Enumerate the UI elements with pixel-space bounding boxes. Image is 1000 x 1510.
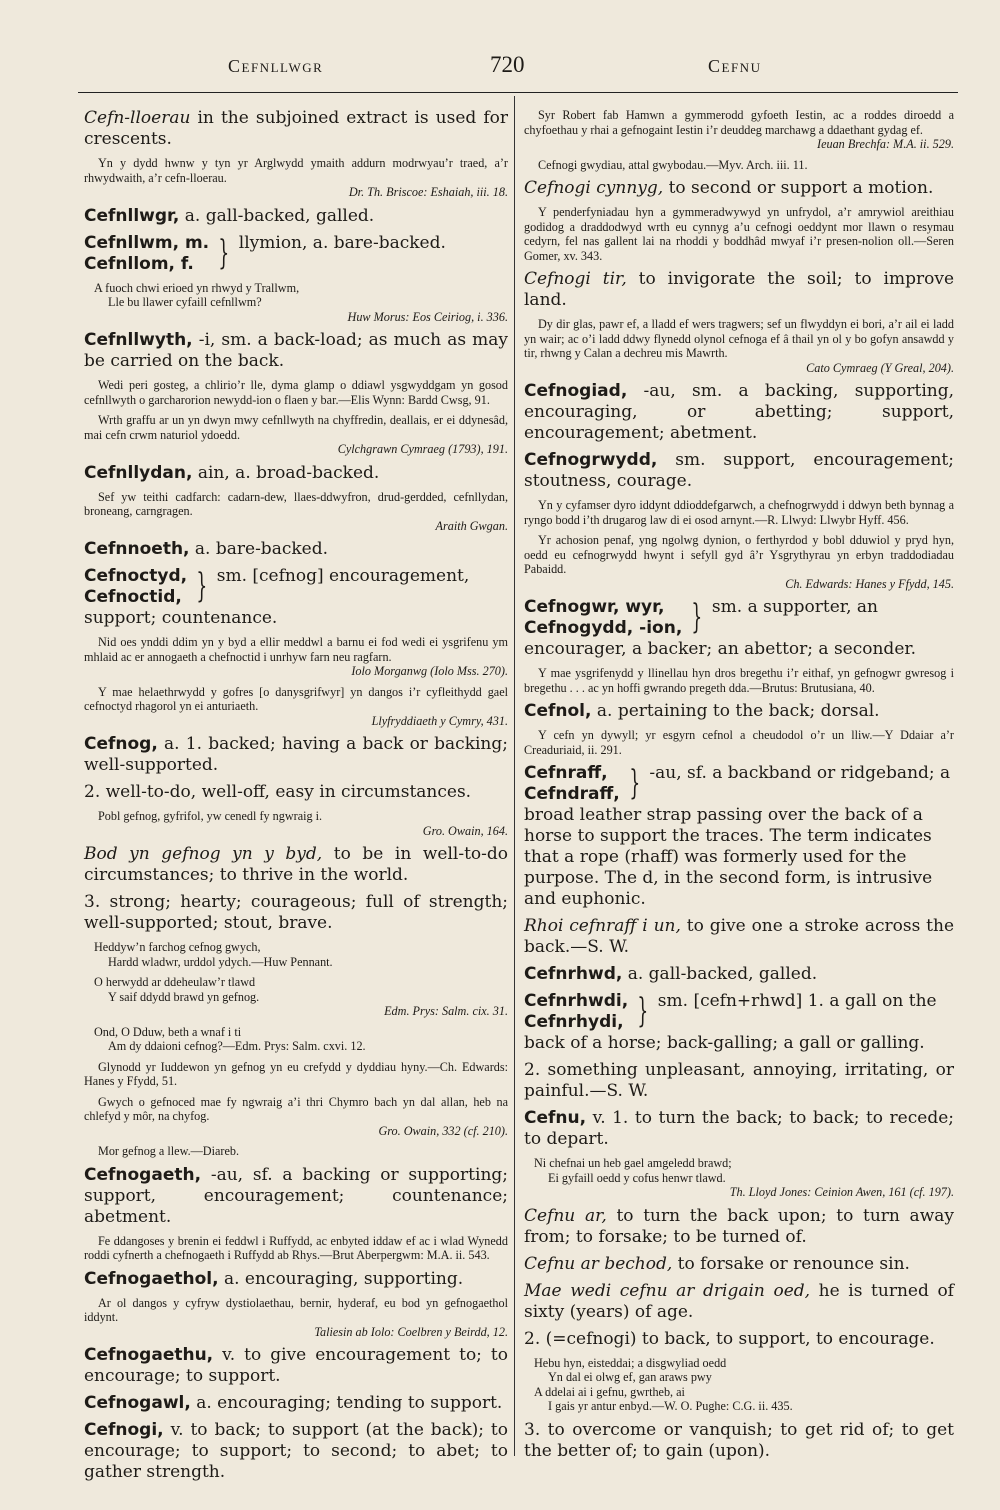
quote-text: Pobl gefnog, gyfrifol, yw cenedl fy ngwraig i. xyxy=(98,809,323,823)
headword: Cefnogydd, -ion, xyxy=(524,618,683,638)
quote-source: Cylchgrawn Cymraeg (1793), 191. xyxy=(337,442,508,456)
phrase-entry xyxy=(84,844,508,886)
dictionary-entry xyxy=(84,1165,508,1228)
headword: Cefnogiad, xyxy=(524,381,628,401)
quote-source: Taliesin ab Iolo: Coelbren y Beirdd, 12. xyxy=(314,1324,508,1339)
dictionary-entry xyxy=(84,1269,508,1290)
quote-text: Sef yw teithi cadfarch: cadarn-dew, llaes-ddwyfron, drud-gerdded, cefnllydan, broneang, carngragen. xyxy=(84,489,508,518)
phrase: Rhoi cefnraff i un, xyxy=(524,916,681,936)
verse-line: O herwydd ar ddeheulaw’r tlawd xyxy=(94,975,256,989)
running-head-right: Cefnu xyxy=(708,56,762,76)
headword-pair xyxy=(84,233,209,275)
quote-source: Ch. Edwards: Hanes y Ffydd, 145. xyxy=(785,576,954,591)
dictionary-entry xyxy=(84,1393,508,1414)
headword: Cefnrhwdi, xyxy=(524,991,629,1011)
verse-line: Hardd wladwr, urddol ydych.—Huw Pennant. xyxy=(108,954,333,969)
definition: v. to back; to support (at the back); to encourage; to support; to second; to abet; to gather strength. xyxy=(84,1420,508,1482)
definition: ain, a. broad-backed. xyxy=(192,462,380,483)
phrase-definition: to forsake or renounce sin. xyxy=(672,1253,910,1274)
definition: a. encouraging; tending to support. xyxy=(190,1393,503,1413)
dictionary-entry xyxy=(84,330,508,372)
verse-quote xyxy=(84,281,508,325)
dictionary-entry xyxy=(84,1345,508,1387)
definition: a. gall-backed, galled. xyxy=(622,964,818,984)
paired-entry xyxy=(84,233,508,275)
phrase-entry xyxy=(524,1206,954,1248)
phrase-entry xyxy=(524,269,954,311)
headword: Cefnllom, f. xyxy=(84,253,194,274)
headword: Cefnol, xyxy=(524,701,592,721)
headword: Cefnoctyd, xyxy=(84,566,188,586)
verse-quote xyxy=(84,975,508,1019)
running-head-left: Cefnllwgr xyxy=(228,56,324,76)
page-header xyxy=(0,52,1000,86)
verse-quote xyxy=(84,940,508,969)
definition: v. 1. to turn the back; to back; to recede; to depart. xyxy=(524,1108,954,1149)
phrase-definition: to give one a stroke across the back.—S. W. xyxy=(524,916,955,957)
quote-text: Glynodd yr Iuddewon yn gefnog yn eu crefydd y dyddiau hyny.—Ch. Edwards: Hanes y Ffydd, 51. xyxy=(84,1059,508,1088)
citation-quote xyxy=(84,685,508,729)
citation-quote xyxy=(84,490,508,534)
headword-pair xyxy=(84,566,187,608)
headword: Cefnllwm, m. xyxy=(84,232,210,253)
verse-line: Am dy ddaioni cefnog?—Edm. Prys: Salm. cxvi. 12. xyxy=(108,1039,366,1053)
quote-text: Y mae helaethrwydd y gofres [o danysgrifwyr] yn dangos i’r cyfleithydd gael cefnoctyd rhagorol yn ei anturiaeth. xyxy=(84,684,508,713)
definition: -au, sm. a backing, supporting, encouraging, or abetting; support, encouragement; abetment. xyxy=(524,381,954,443)
phrase-definition: to second or support a motion. xyxy=(663,178,934,198)
headword-pair xyxy=(524,991,628,1033)
definition: llymion, a. bare-backed. xyxy=(238,232,446,253)
verse-quote xyxy=(524,1356,954,1414)
citation-quote xyxy=(84,413,508,457)
sense-entry: 2. something unpleasant, annoying, irritating, or painful.—S. W. xyxy=(524,1060,954,1101)
citation-quote xyxy=(84,156,508,200)
verse-line: Y saif ddydd brawd yn gefnog. xyxy=(108,989,260,1004)
phrase-entry xyxy=(524,1281,954,1323)
dictionary-entry xyxy=(84,206,508,227)
phrase-definition: to turn the back upon; to turn away from; to forsake; to be turned of. xyxy=(524,1205,954,1247)
verse-line: Ei gyfaill oedd y cofus henwr tlawd. xyxy=(548,1170,726,1185)
headword: Cefnogwr, wyr, xyxy=(524,597,665,617)
right-column xyxy=(524,108,954,1468)
dictionary-entry xyxy=(524,964,954,985)
phrase: Cefnogi cynnyg, xyxy=(524,178,664,198)
quote-text: Gwych o gefnoced mae fy ngwraig a’i thri Chymro bach yn dal allan, heb na chlefyd y môr, na chyfog. xyxy=(84,1094,508,1123)
citation-quote xyxy=(84,1060,508,1089)
headword: Cefnu, xyxy=(524,1108,587,1128)
definition: a. encouraging, supporting. xyxy=(218,1268,464,1289)
sense-entry: 2. well-to-do, well-off, easy in circumstances. xyxy=(84,782,472,802)
citation-quote xyxy=(84,378,508,407)
verse-line: Hebu hyn, eisteddai; a disgwyliad oedd xyxy=(534,1355,727,1370)
quote-text: Yr achosion penaf, yng ngolwg dynion, o ferthyrdod y bobl dduwiol y pryd hyn, oedd eu cefnogrwydd hwynt i sefyll gyd â’r Ysgrythyrau yn erbyn traddodiadau Pabaidd. xyxy=(524,533,954,576)
dictionary-entry xyxy=(524,1108,954,1150)
definition: a. 1. backed; having a back or backing; well-supported. xyxy=(84,734,508,775)
verse-line: Ni chefnai un heb gael amgeledd brawd; xyxy=(534,1156,732,1170)
quote-text: Nid oes ynddi ddim yn y byd a ellir meddwl a barnu ei fod wedi ei ysgrifenu ym mhlaid ac er annogaeth a chefnoctid i unrhyw farn neu ragfarn. xyxy=(84,635,508,664)
quote-text: Y mae ysgrifenydd y llinellau hyn dros bregethu i’r eithaf, yn gefnogwr gwresog i bregethu . . . ac yn hoffi gwrando pregeth dda.—Brutus: Brutusiana, 40. xyxy=(524,666,954,695)
quote-text: Wrth graffu ar un yn dwyn mwy cefnllwyth na chyffredin, deallais, er ei ddynesâd, mai cefn crwm naturiol ydoedd. xyxy=(84,413,508,442)
citation-quote xyxy=(524,205,954,263)
headword: Cefnog, xyxy=(84,734,158,754)
verse-line: A ddelai ai i gefnu, gwrtheb, ai xyxy=(534,1384,685,1399)
phrase: Cefnu ar, xyxy=(524,1205,607,1226)
headword: Cefnogaethol, xyxy=(84,1268,219,1289)
verse-source: Edm. Prys: Salm. cix. 31. xyxy=(384,1004,508,1018)
phrase-entry xyxy=(84,108,508,150)
phrase-definition: he is turned of sixty (years) of age. xyxy=(524,1280,954,1322)
headword: Cefnrhydi, xyxy=(524,1012,624,1032)
definition: a. bare-backed. xyxy=(189,539,328,559)
phrase-definition: in the subjoined extract is used for crescents. xyxy=(84,108,508,149)
verse-line: Heddyw’n farchog cefnog gwych, xyxy=(94,940,261,954)
definition: sm. [cefnog] encouragement, support; countenance. xyxy=(84,566,470,628)
phrase-entry xyxy=(524,178,954,199)
quote-text: Mor gefnog a llew.—Diareb. xyxy=(98,1144,240,1158)
dictionary-entry xyxy=(84,463,508,484)
citation-quote xyxy=(84,635,508,679)
quote-text: Wedi peri gosteg, a chlirio’r lle, dyma glamp o ddiawl ysgwyddgam yn gosod cefnllwyth o garcharorion newydd-ion o flaen y bar.—Elis Wynn: Bardd Cwsg, 91. xyxy=(84,378,508,407)
brace-icon: } xyxy=(691,597,703,637)
sense-entry: 3. strong; hearty; courageous; full of strength; well-supported; stout, brave. xyxy=(84,892,508,933)
quote-text: Yn y dydd hwnw y tyn yr Arglwydd ymaith addurn modrwyau’r traed, a’r rhwydwaith, a’r cefn-lloerau. xyxy=(84,156,508,185)
verse-line: Ond, O Dduw, beth a wnaf i ti xyxy=(94,1024,242,1039)
phrase-definition: to invigorate the soil; to improve land. xyxy=(524,269,955,310)
headword: Cefnogaeth, xyxy=(84,1164,202,1185)
citation-quote xyxy=(524,666,954,695)
brace-icon: } xyxy=(218,232,230,273)
phrase: Bod yn gefnog yn y byd, xyxy=(84,844,323,864)
verse-line: Lle bu llawer cyfaill cefnllwm? xyxy=(108,295,262,309)
quote-text: Dy dir glas, pawr ef, a lladd ef wers tragwers; sef un flwyddyn ei bori, a’r ail ei ladd yn wair; ac o’i ladd ddwy flynedd olynol cefnoga ef â thail yn ol y bo gofyn ansawdd y tir, rhwng y Calan a dechreu mis Mawrth. xyxy=(524,317,954,360)
quote-source: Cato Cymraeg (Y Greal, 204). xyxy=(806,360,954,375)
dictionary-entry xyxy=(524,701,954,722)
headword-pair xyxy=(524,763,620,805)
definition: v. to give encouragement to; to encourage; to support. xyxy=(84,1345,508,1386)
definition: -au, sf. a backing or supporting; support, encouragement; countenance; abetment. xyxy=(84,1164,508,1227)
column-divider xyxy=(514,96,515,1456)
quote-text: Y penderfyniadau hyn a gymmeradwywyd yn unfrydol, a’r amrywiol areithiau godidog a draddodwyd wrth eu cynnyg a’u cefnogi oeddynt mor llawn o resymau cedyrn, fel nas gallent lai na rhoddi y boddhâd mwyaf i’r presen-nolion oll.—Seren Gomer, xv. 343. xyxy=(524,205,954,263)
headword: Cefnogawl, xyxy=(84,1393,191,1413)
headword: Cefnogi, xyxy=(84,1420,164,1440)
phrase-definition: to be in well-to-do circumstances; to thrive in the world. xyxy=(84,844,508,885)
sense-entry: 3. to overcome or vanquish; to get rid of; to get the better of; to gain (upon). xyxy=(524,1419,954,1461)
citation-quote xyxy=(524,728,954,757)
headword-pair xyxy=(524,597,682,639)
definition: sm. a supporter, an encourager, a backer; an abettor; a seconder. xyxy=(524,597,917,659)
headword: Cefnogrwydd, xyxy=(524,450,658,470)
quote-text: Ar ol dangos y cyfryw dystiolaethau, bernir, hyderaf, eu bod yn gefnogaethol iddynt. xyxy=(84,1295,508,1324)
left-column xyxy=(84,108,508,1489)
citation-quote xyxy=(524,498,954,527)
quote-source: Dr. Th. Briscoe: Eshaiah, iii. 18. xyxy=(348,185,508,199)
citation-quote xyxy=(524,158,954,173)
verse-quote xyxy=(524,1156,954,1200)
verse-source: Huw Morus: Eos Ceiriog, i. 336. xyxy=(347,309,508,324)
quote-text: Syr Robert fab Hamwn a gymmerodd gyfoeth Iestin, ac a roddes diroedd a chyfoethau y rhai a gefnogaint Iestin i’r deuddeg marchawg a ddaethant gydag ef. xyxy=(524,108,954,137)
brace-icon: } xyxy=(629,763,640,803)
headword: Cefnnoeth, xyxy=(84,539,190,559)
definition: a. pertaining to the back; dorsal. xyxy=(591,701,880,721)
definition: sm. [cefn+rhwd] 1. a gall on the back of a horse; back-galling; a gall or galling. xyxy=(524,991,937,1053)
brace-icon: } xyxy=(637,991,649,1031)
definition: a. gall-backed, galled. xyxy=(179,205,375,226)
verse-line: I gais yr antur enbyd.—W. O. Pughe: C.G. ii. 435. xyxy=(548,1399,793,1413)
quote-source: Iolo Morganwg (Iolo Mss. 270). xyxy=(351,664,508,678)
page-number: 720 xyxy=(490,52,525,77)
citation-quote xyxy=(84,1234,508,1263)
paired-entry xyxy=(524,991,954,1054)
headword: Cefndraff, xyxy=(524,784,620,804)
verse-quote xyxy=(84,1025,508,1054)
headword: Cefnllwgr, xyxy=(84,205,180,226)
paired-entry xyxy=(524,597,954,660)
quote-text: Cefnogi gwydiau, attal gwybodau.—Myv. Arch. iii. 11. xyxy=(538,157,808,172)
citation-quote xyxy=(84,1095,508,1139)
headword: Cefnogaethu, xyxy=(84,1345,214,1365)
brace-icon: } xyxy=(196,566,208,606)
sense-entry: 2. (=cefnogi) to back, to support, to encourage. xyxy=(524,1328,935,1349)
verse-line: A fuoch chwi erioed yn rhwyd y Trallwm, xyxy=(94,280,300,295)
dictionary-entry xyxy=(524,381,954,444)
verse-line: Yn dal ei olwg ef, gan araws pwy xyxy=(548,1370,712,1384)
headword: Cefnoctid, xyxy=(84,587,182,607)
quote-source: Ieuan Brechfa: M.A. ii. 529. xyxy=(817,137,954,151)
headword: Cefnrhwd, xyxy=(524,964,623,984)
citation-quote xyxy=(84,1144,508,1159)
phrase-entry xyxy=(524,1254,954,1275)
citation-quote xyxy=(524,108,954,152)
quote-text: Y cefn yn dywyll; yr esgyrn cefnol a cheudodol o’r un lliw.—Y Ddaiar a’r Creaduriaid, ii. 291. xyxy=(524,728,954,757)
citation-quote xyxy=(524,317,954,375)
definition: sm. support, encouragement; stoutness, courage. xyxy=(524,450,954,491)
citation-quote xyxy=(84,1296,508,1340)
phrase: Cefnu ar bechod, xyxy=(524,1253,673,1274)
dictionary-entry xyxy=(84,539,508,560)
verse-source: Th. Lloyd Jones: Ceinion Awen, 161 (cf. 197). xyxy=(729,1185,954,1199)
phrase-entry xyxy=(524,916,954,958)
quote-source: Gro. Owain, 164. xyxy=(422,823,508,838)
header-rule xyxy=(78,92,958,93)
quote-text: Fe ddangoses y brenin ei feddwl i Ruffydd, ac enbyted iddaw ef ac i wlad Wynedd roddi cyfnerth a chefnogaeth i Ruffydd ab Rhys.—Brut Aberpergwm: M.A. ii. 543. xyxy=(84,1233,508,1262)
dictionary-entry xyxy=(524,450,954,492)
dictionary-entry xyxy=(84,734,508,776)
definition: -au, sf. a backband or ridgeband; a broad leather strap passing over the back of a horse to support the traces. The term indicates that a rope (rhaff) was formerly used for the purpose. The d, in the second form, is intrusive and euphonic. xyxy=(524,763,951,909)
paired-entry xyxy=(84,566,508,629)
quote-source: Gro. Owain, 332 (cf. 210). xyxy=(378,1123,508,1138)
headword: Cefnllwyth, xyxy=(84,330,193,350)
headword: Cefnraff, xyxy=(524,763,608,783)
quote-source: Llyfryddiaeth y Cymry, 431. xyxy=(371,713,508,728)
headword: Cefnllydan, xyxy=(84,462,193,483)
dictionary-entry xyxy=(84,1420,508,1483)
phrase: Cefn-lloerau xyxy=(84,108,191,128)
phrase: Cefnogi tir, xyxy=(524,269,627,289)
definition: -i, sm. a back-load; as much as may be carried on the back. xyxy=(84,330,508,371)
paired-entry xyxy=(524,763,954,910)
quote-source: Araith Gwgan. xyxy=(435,518,508,533)
quote-text: Yn y cyfamser dyro iddynt ddioddefgarwch, a chefnogrwydd i ddwyn beth bynnag a ryngo bodd i’th drugarog law di ei osod arnynt.—R. Llwyd: Llwybr Hyff. 456. xyxy=(524,498,954,527)
citation-quote xyxy=(524,533,954,591)
citation-quote xyxy=(84,809,508,838)
phrase: Mae wedi cefnu ar drigain oed, xyxy=(524,1280,811,1301)
